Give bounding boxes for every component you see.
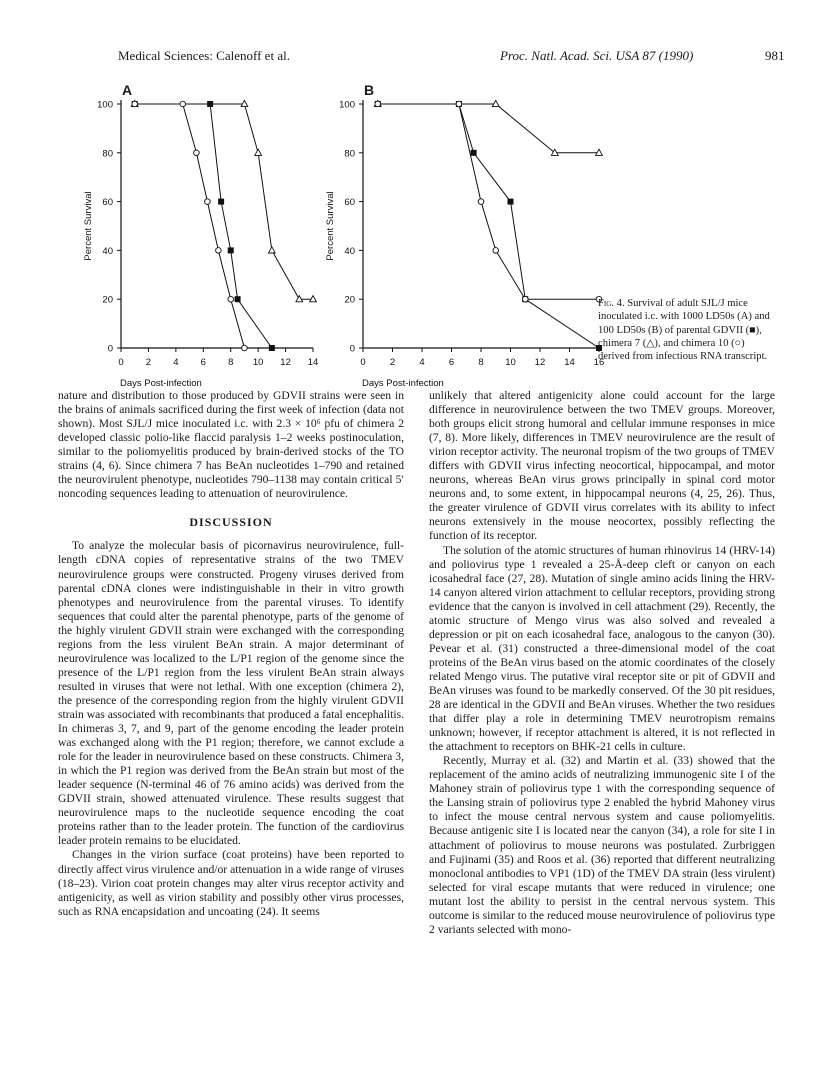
panel-b-label: B — [364, 82, 375, 98]
x-tick-label: 6 — [448, 357, 455, 368]
series-chimera-7 — [374, 100, 602, 155]
paragraph: nature and distribution to those produced by GDVII strains were seen in the brains of animals sacrificed during the first week of infection (data not shown). Most SJL/J mice inoculated i.c. with 2.3 × 10⁶ pfu of chimera 2 developed classic polio-like flaccid paralysis 1–2 weeks postinoculation, similar to the poliomyelitis produced by brain-derived stocks of the TO strains (4, 6). Since chimera 7 has BeAn nucleotides 1–790 and retained the neurovirulent phenotype, nucleotides 790–1138 may contain critical 5′ noncoding sequences leading to attenuation of neurovirulence. — [58, 389, 404, 501]
left-column — [58, 389, 404, 919]
x-tick-label: 10 — [505, 357, 516, 368]
series-chimera-10 — [132, 101, 247, 351]
data-point — [235, 296, 241, 302]
y-tick-label: 80 — [102, 148, 113, 160]
y-tick-label: 40 — [102, 245, 113, 257]
data-point — [478, 199, 484, 205]
data-point — [551, 149, 558, 155]
series-parental-gdvii — [132, 101, 275, 351]
header-journal: Proc. Natl. Acad. Sci. USA 87 (1990) — [500, 48, 694, 63]
y-tick-label: 0 — [349, 343, 355, 355]
series-line — [135, 104, 245, 348]
data-point — [218, 199, 224, 205]
y-tick-label: 60 — [344, 197, 355, 209]
y-axis-label: Percent Survival — [325, 191, 336, 261]
data-point — [255, 149, 262, 155]
data-point — [493, 248, 499, 254]
y-tick-label: 0 — [107, 343, 113, 355]
y-tick-label: 20 — [344, 294, 355, 306]
x-tick-label: 10 — [252, 357, 264, 368]
y-tick-label: 20 — [102, 294, 113, 306]
right-column — [429, 389, 775, 937]
data-point — [228, 296, 234, 302]
survival-chart-a — [76, 92, 319, 389]
y-axis-label: Percent Survival — [83, 191, 94, 261]
data-point — [456, 101, 462, 107]
section-heading: DISCUSSION — [189, 515, 273, 530]
y-tick-label: 60 — [102, 197, 113, 209]
x-tick-label: 8 — [228, 357, 234, 368]
x-tick-label: 4 — [173, 357, 179, 368]
series-line — [378, 104, 599, 153]
x-axis-label: Days Post-infection — [120, 378, 202, 389]
data-point — [242, 345, 248, 351]
paragraph: The solution of the atomic structures of human rhinovirus 14 (HRV-14) and poliovirus type 1 revealed a 25-Å-deep cleft or canyon on each icosahedral face (27, 28). Mutation of single amino acids lining the HRV-14 canyon altered virion attachment to cellular receptors, providing strong evidence that the canyon is involved in cell attachment (29). Recently, the atomic structure of Mengo virus was also solved and revealed a depression or pit on each icosahedral face, analogous to the canyon (30). Pevear et al. (31) constructed a three-dimensional model of the coat proteins of the BeAn virus based on the atomic coordinates of the closely related Mengo virus. The putative viral receptor site or pit of GDVII and BeAn viruses was found to be markedly conserved. Of the 30 pit residues, 28 are identical in the GDVII and BeAn viruses. Whether the two residues that differ play a role in determining TMEV neurotropism remains unknown; however, if receptor attachment is altered, it is not reflected in the attachment to receptors on BHK-21 cells in culture. — [429, 543, 775, 754]
x-axis-label: Days Post-infection — [362, 378, 444, 389]
caption-label: Fig. 4. — [598, 298, 625, 309]
header-page-number: 981 — [765, 48, 785, 63]
data-point — [216, 248, 222, 254]
series-line — [378, 104, 599, 299]
paragraph: unlikely that altered antigenicity alone could account for the large difference in neurovirulence between the two TMEV groups. Moreover, both groups elicit strong humoral and cellular immune responses in mice (7, 8). More likely, differences in TMEV neurovirulence are the result of virion receptor activity. The neuronal tropism of the two groups of TMEV differs with GDVII virus infecting neocortical, hippocampal, and motor neurons, whereas BeAn virus grows principally in spinal cord motor neurons and, to some extent, in hippocampal neurons (4, 25, 26). Thus, the greater virulence of GDVII virus correlates with its ability to infect neurons extensively in the mouse neocortex, possibly reflecting the function of its receptor. — [429, 389, 775, 543]
y-tick-label: 40 — [344, 245, 355, 257]
x-tick-label: 2 — [389, 357, 396, 368]
data-point — [375, 101, 381, 107]
x-tick-label: 14 — [307, 357, 319, 368]
data-point — [522, 296, 528, 302]
data-point — [132, 101, 138, 107]
x-tick-label: 16 — [593, 357, 605, 368]
header-authors: Medical Sciences: Calenoff et al. — [118, 48, 290, 63]
data-point — [269, 345, 275, 351]
x-tick-label: 12 — [534, 357, 546, 368]
x-tick-label: 6 — [200, 357, 206, 368]
x-tick-label: 14 — [564, 357, 575, 368]
paragraph: Changes in the virion surface (coat proteins) have been reported to directly affect virus virulence and/or attenuation in a wide range of viruses (18–23). Virion coat protein changes may alter virus receptor activity and antigenicity, as well as virion stability and possibly other virus processes, such as RNA encapsidation and uncoating (24). It seems — [58, 848, 404, 918]
y-tick-label: 80 — [344, 148, 355, 160]
panel-a-label: A — [122, 82, 133, 98]
x-tick-label: 12 — [280, 357, 291, 368]
data-point — [180, 101, 186, 107]
data-point — [471, 150, 477, 156]
x-tick-label: 0 — [118, 357, 124, 368]
survival-chart-b — [318, 92, 608, 387]
paragraph: To analyze the molecular basis of picornavirus neurovirulence, full-length cDNA copies of representative strains of the two TMEV neurovirulence groups were constructed. Progeny viruses derived from parental cDNA clones were indistinguishable in their in vitro growth phenotypes and neurovirulence from the parental viruses. To identify sequences that could alter the parental phenotype, parts of the genome of the highly virulent GDVII strain were exchanged with the corresponding regions from the less virulent BeAn strain. A major determinant of neurovirulence was localized to the L/P1 region of the genome since the presence of the L/P1 region from the less virulent BeAn strain always resulted in viruses that were not lethal. With one exception (chimera 2), the presence of the corresponding region from the highly virulent GDVII strain was associated with recombinants that produced a fatal encephalitis. In chimeras 3, 7, and 9, part of the genome encoding the leader protein was exchanged along with the P1 region; therefore, we cannot exclude a role for the leader in neurovirulence based on these constructs. Chimera 3, in which the P1 region was derived from the BeAn strain but most of the leader sequence (N-terminal 46 of 76 amino acids) was derived from the GDVII strain, showed attenuated virulence. These results suggest that neurovirulence maps to the nucleotide sequence encoding the coat proteins rather than to the leader protein. The function of the cardiovirus leader protein remains to be elucidated. — [58, 539, 404, 848]
y-tick-label: 100 — [339, 99, 355, 111]
y-tick-label: 100 — [97, 99, 113, 111]
x-tick-label: 0 — [360, 357, 366, 368]
series-chimera-10 — [375, 101, 602, 302]
caption-text: Survival of adult SJL/J mice inoculated i.c. with 1000 LD50s (A) and 100 LD50s (B) of parental GDVII (■), chimera 7 (△), and chimera 10 (○) derived from infectious RNA transcript. — [598, 298, 770, 363]
data-point — [268, 247, 275, 253]
data-point — [205, 199, 211, 205]
figure-caption — [598, 297, 774, 363]
x-tick-label: 8 — [478, 357, 484, 368]
paragraph: Recently, Murray et al. (32) and Martin et al. (33) showed that the replacement of the amino acids of neutralizing immunogenic site I of the Mahoney strain of poliovirus type 1 with the corresponding sequence of the Lansing strain of poliovirus type 2 enabled the hybrid Mahoney virus to infect the mouse central nervous system and cause poliomyelitis. Because antigenic site I is located near the canyon (34), a role for site I in attachment of poliovirus to mouse neurons was postulated. Zurbriggen and Fujinami (35) and Roos et al. (36) reported that different neutralizing monoclonal antibodies to VP1 (1D) of the TMEV DA strain (less virulent) selected for viral escape mutants that were reduced in virulence; one mutant lost the ability to persist in the central nervous system. This outcome is similar to the reduced mouse neurovirulence of poliovirus type 2 variants selected with mono- — [429, 754, 775, 936]
x-tick-label: 4 — [419, 357, 425, 368]
data-point — [194, 150, 200, 156]
data-point — [596, 149, 603, 155]
series-line — [135, 104, 272, 348]
data-point — [228, 247, 234, 253]
x-tick-label: 2 — [145, 357, 152, 368]
data-point — [508, 199, 514, 205]
